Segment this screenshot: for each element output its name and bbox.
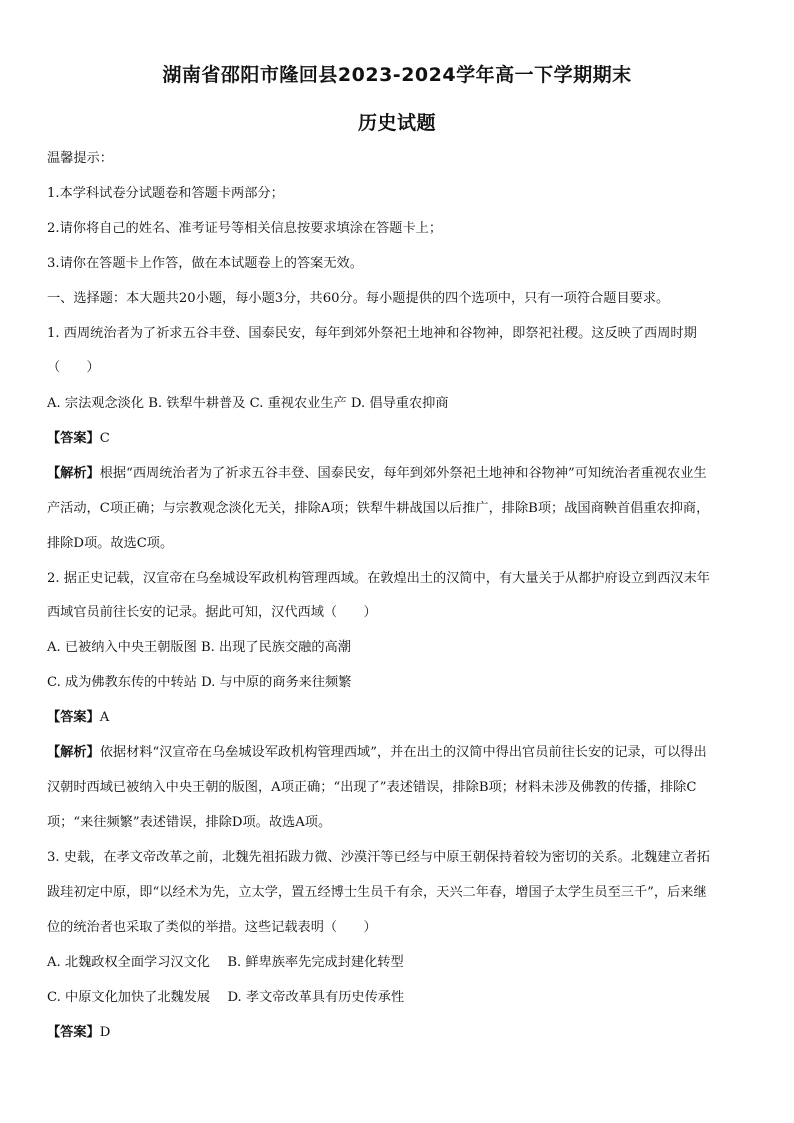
analysis-label: 【解析】 (47, 745, 100, 760)
answer-value: A (99, 710, 110, 725)
question-3-stem: 3. 史载，在孝文帝改革之前，北魏先祖拓跋力微、沙漠汗等已经与中原王朝保持着较为密切的关系。北魏建立者拓 (47, 850, 710, 865)
question-2-analysis: 项；“来往频繁”表述错误，排除D项。故选A项。 (47, 815, 332, 830)
answer-value: D (99, 1025, 111, 1040)
question-2-stem: 西域官员前往长安的记录。据此可知，汉代西域（ ） (47, 605, 377, 620)
question-1-analysis (47, 465, 747, 483)
exam-title: 湖南省邵阳市隆回县2023-2024学年高一下学期期末 (162, 64, 632, 86)
question-2-stem: 2. 据正史记载，汉宣帝在乌垒城设军政机构管理西域。在敦煌出土的汉简中，有大量关于从都护府设立到西汉末年 (47, 571, 710, 586)
question-1-stem: 1. 西周统治者为了祈求五谷丰登、国泰民安，每年到郊外祭祀土地神和谷物神，即祭祀社稷。这反映了西周时期 (47, 326, 697, 341)
notice-heading: 温馨提示： (47, 151, 113, 166)
question-2-analysis: 汉朝时西域已被纳入中央王朝的版图，A项正确；“出现了”表述错误，排除B项；材料未涉及佛教的传播，排除C (47, 780, 697, 795)
analysis-text: 依据材料“汉宣帝在乌垒城设军政机构管理西域”，并在出土的汉简中得出官员前往长安的记录，可以得出 (99, 745, 707, 760)
question-2-answer (47, 709, 747, 727)
question-3-options: A. 北魏政权全面学习汉文化 B. 鲜卑族率先完成封建化转型 (47, 955, 404, 970)
question-1-answer (47, 430, 747, 448)
question-3-stem: 跋珪初定中原，即“以经术为先，立太学，置五经博士生员千有余，天兴二年春，增国子太学生员至三千”，后来继 (47, 885, 707, 900)
question-1-options: A. 宗法观念淡化 B. 铁犁牛耕普及 C. 重视农业生产 D. 倡导重农抑商 (47, 396, 449, 411)
question-2-options: A. 已被纳入中央王朝版图 B. 出现了民族交融的高潮 (47, 640, 351, 655)
question-3-options: C. 中原文化加快了北魏发展 D. 孝文帝改革具有历史传承性 (47, 990, 405, 1005)
question-1-analysis: 产活动，C项正确；与宗教观念淡化无关，排除A项；铁犁牛耕战国以后推广，排除B项；战国商鞅首倡重农抑商， (47, 501, 710, 516)
analysis-text: 根据“西周统治者为了祈求五谷丰登、国泰民安，每年到郊外祭祀土地神和谷物神”可知统治者重视农业生 (99, 466, 707, 481)
question-1-analysis: 排除D项。故选C项。 (47, 536, 174, 551)
notice-item: 1.本学科试卷分试题卷和答题卡两部分； (47, 186, 284, 201)
question-2-analysis (47, 744, 747, 762)
question-2-options: C. 成为佛教东传的中转站 D. 与中原的商务来往频繁 (47, 675, 352, 690)
exam-subtitle: 历史试题 (357, 112, 436, 134)
answer-label: 【答案】 (47, 431, 100, 446)
question-3-stem: 位的统治者也采取了类似的举措。这些记载表明（ ） (47, 920, 377, 935)
notice-item: 2.请你将自己的姓名、准考证号等相关信息按要求填涂在答题卡上； (47, 221, 443, 236)
answer-value: C (99, 431, 110, 446)
notice-item: 3.请你在答题卡上作答，做在本试题卷上的答案无效。 (47, 256, 363, 271)
answer-label: 【答案】 (47, 1025, 100, 1040)
analysis-label: 【解析】 (47, 466, 100, 481)
section-heading: 一、选择题：本大题共20小题，每小题3分，共60分。每小题提供的四个选项中，只有一项符合题目要求。 (47, 291, 670, 306)
answer-label: 【答案】 (47, 710, 100, 725)
question-3-answer (47, 1024, 747, 1042)
question-1-stem: （ ） (47, 360, 100, 375)
